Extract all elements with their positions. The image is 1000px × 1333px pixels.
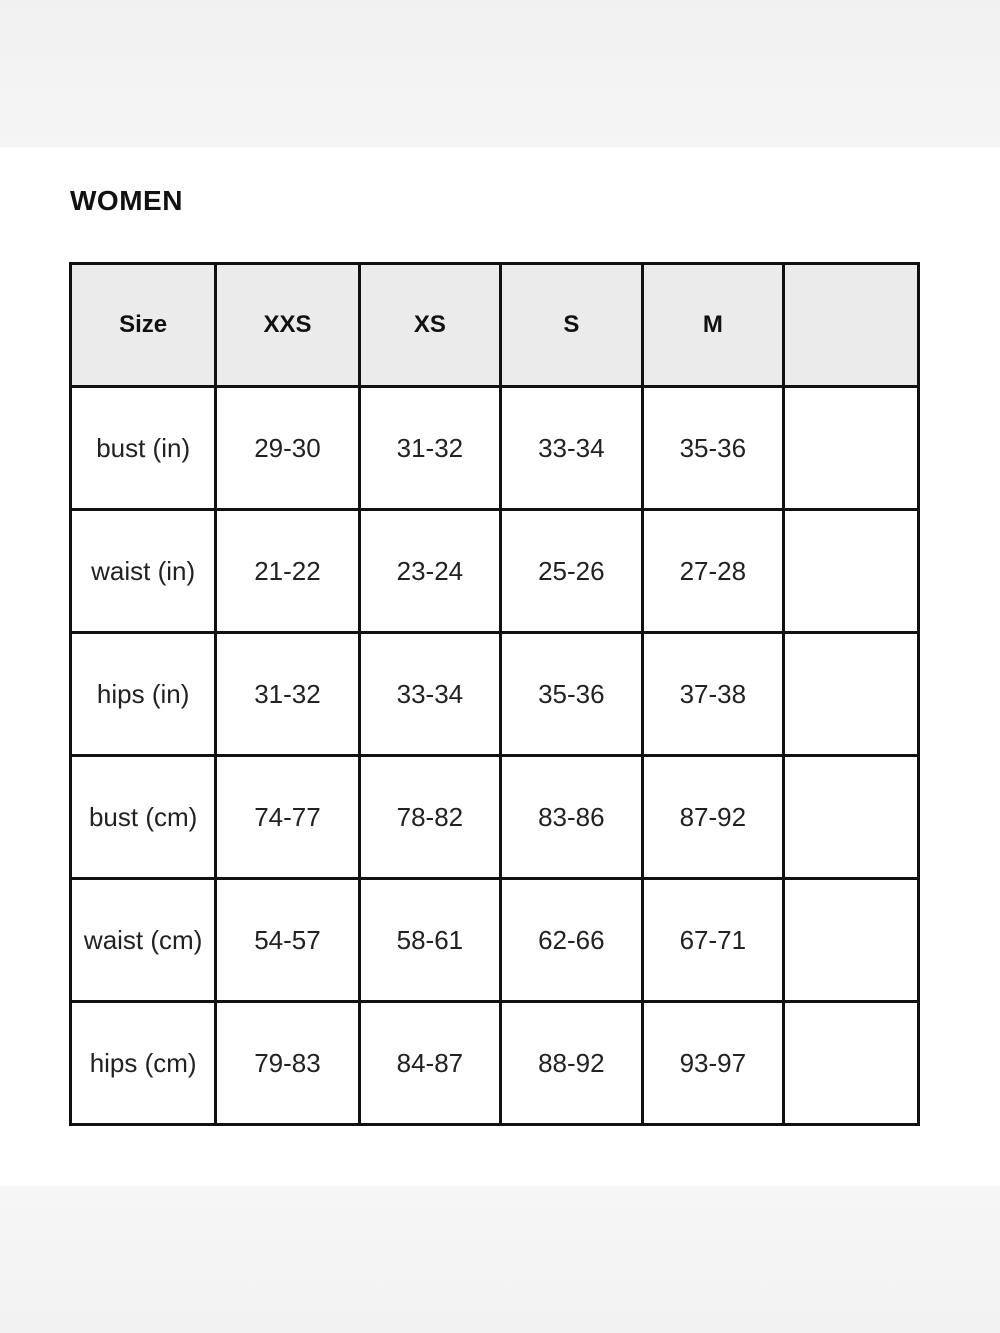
table-row — [71, 1002, 919, 1125]
header-cut-off — [784, 264, 919, 387]
row-label: hips (cm) — [71, 1002, 216, 1125]
table-cell: 58-61 — [359, 879, 500, 1002]
table-cell: 33-34 — [501, 387, 642, 510]
table-cell: 67-71 — [642, 879, 783, 1002]
table-cell: 21-22 — [216, 510, 359, 633]
table-cell: 87-92 — [642, 756, 783, 879]
table-cell: 29-30 — [216, 387, 359, 510]
table-cell: 27-28 — [642, 510, 783, 633]
table-cell: 33-34 — [359, 633, 500, 756]
row-label: waist (in) — [71, 510, 216, 633]
table-cell — [784, 633, 919, 756]
table-header-row — [71, 264, 919, 387]
table-row — [71, 633, 919, 756]
table-row — [71, 510, 919, 633]
table-cell: 25-26 — [501, 510, 642, 633]
table-cell — [784, 387, 919, 510]
table-cell: 35-36 — [501, 633, 642, 756]
table-cell: 84-87 — [359, 1002, 500, 1125]
section-title: WOMEN — [70, 185, 183, 216]
table-row — [71, 756, 919, 879]
table-cell: 88-92 — [501, 1002, 642, 1125]
header-xs: XS — [359, 264, 500, 387]
table-cell — [784, 879, 919, 1002]
table-cell: 74-77 — [216, 756, 359, 879]
size-table-scroll-area[interactable] — [69, 262, 920, 1145]
table-cell — [784, 756, 919, 879]
table-cell: 37-38 — [642, 633, 783, 756]
header-m: M — [642, 264, 783, 387]
table-cell — [784, 1002, 919, 1125]
table-cell — [784, 510, 919, 633]
table-cell: 93-97 — [642, 1002, 783, 1125]
size-table — [69, 262, 920, 1126]
size-chart-card — [0, 147, 1000, 1186]
row-label: waist (cm) — [71, 879, 216, 1002]
table-cell: 62-66 — [501, 879, 642, 1002]
table-cell: 79-83 — [216, 1002, 359, 1125]
top-backdrop — [0, 0, 1000, 147]
table-cell: 54-57 — [216, 879, 359, 1002]
header-size: Size — [71, 264, 216, 387]
table-row — [71, 387, 919, 510]
header-s: S — [501, 264, 642, 387]
table-cell: 78-82 — [359, 756, 500, 879]
table-cell: 35-36 — [642, 387, 783, 510]
row-label: hips (in) — [71, 633, 216, 756]
header-xxs: XXS — [216, 264, 359, 387]
table-row — [71, 879, 919, 1002]
table-cell: 31-32 — [216, 633, 359, 756]
table-cell: 31-32 — [359, 387, 500, 510]
row-label: bust (cm) — [71, 756, 216, 879]
row-label: bust (in) — [71, 387, 216, 510]
table-cell: 83-86 — [501, 756, 642, 879]
table-cell: 23-24 — [359, 510, 500, 633]
bottom-backdrop — [0, 1186, 1000, 1333]
